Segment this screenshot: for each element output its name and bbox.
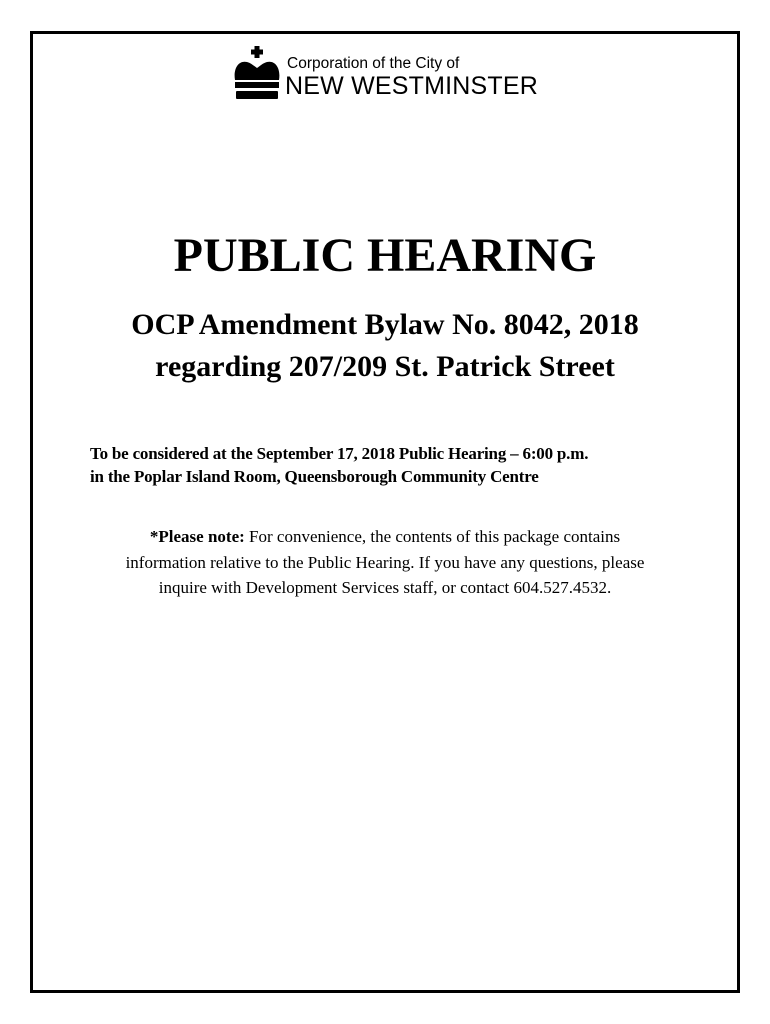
hearing-details-line-2: in the Poplar Island Room, Queensborough Community Centre	[90, 467, 539, 486]
org-line: Corporation of the City of	[287, 55, 460, 72]
crown-icon	[233, 46, 281, 100]
page-border	[30, 31, 740, 993]
city-logo	[233, 46, 543, 102]
subtitle-line-1: OCP Amendment Bylaw No. 8042, 2018	[131, 308, 639, 341]
hearing-details-line-1: To be considered at the September 17, 2018 Public Hearing – 6:00 p.m.	[90, 444, 589, 463]
city-name: NEW WESTMINSTER	[285, 72, 538, 100]
note-line-3: inquire with Development Services staff, or contact 604.527.4532.	[158, 578, 612, 597]
note-line-1	[0, 527, 770, 547]
note-label: *Please note:	[149, 527, 245, 546]
page-title: PUBLIC HEARING	[173, 229, 597, 282]
note-line-1-text: For convenience, the contents of this package contains	[244, 527, 621, 546]
note-line-2: information relative to the Public Hearing. If you have any questions, please	[125, 553, 645, 572]
subtitle-line-2: regarding 207/209 St. Patrick Street	[155, 350, 615, 383]
